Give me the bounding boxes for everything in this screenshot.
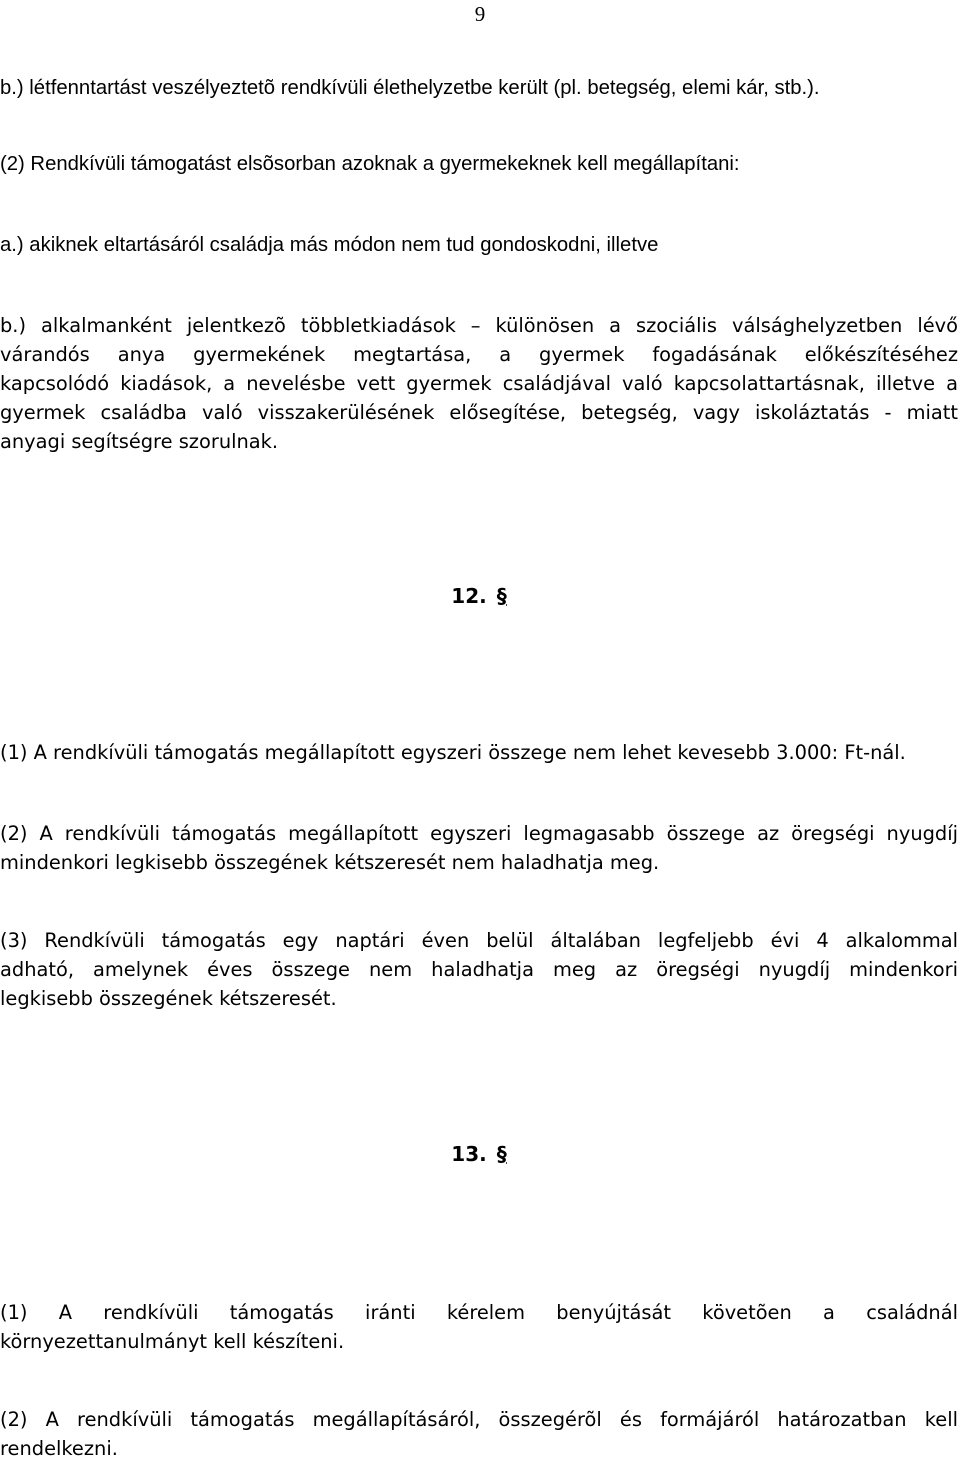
section-12-paragraph-2 bbox=[0, 819, 958, 877]
section-12-heading bbox=[0, 584, 958, 608]
paragraph-line: rendelkezni. bbox=[0, 1437, 118, 1460]
item-b-wellbeing: b.) létfenntartást veszélyeztetõ rendkívüli élethelyzetbe került (pl. betegség, elemi kár, stb.). bbox=[0, 77, 820, 99]
item-b-paragraph bbox=[0, 311, 958, 456]
section-12-paragraph-1 bbox=[0, 738, 958, 767]
paragraph-line: (2) A rendkívüli támogatás megállapított egyszeri legmagasabb összege az öregségi nyugdíj bbox=[0, 822, 958, 845]
paragraph-line: mindenkori legkisebb összegének kétszeresét nem haladhatja meg. bbox=[0, 851, 660, 874]
section-13-paragraph-1 bbox=[0, 1298, 958, 1356]
paragraph-symbol: § bbox=[496, 584, 507, 608]
paragraph-line: legkisebb összegének kétszeresét. bbox=[0, 987, 337, 1010]
item-b-line: anyagi segítségre szorulnak. bbox=[0, 430, 279, 453]
item-b-line: kapcsolódó kiadások, a nevelésbe vett gyermek családjával való kapcsolattartásnak, illetve a bbox=[0, 372, 958, 395]
item-b-line: gyermek családba való visszakerülésének elősegítése, betegség, vagy iskoláztatás - miatt bbox=[0, 401, 958, 424]
section-number: 12. bbox=[451, 584, 487, 608]
item-b-line: b.) alkalmanként jelentkezõ többletkiadások – különösen a szociális válsághelyzetben lévő bbox=[0, 314, 958, 337]
item-b-line: várandós anya gyermekének megtartása, a gyermek fogadásának előkészítéséhez bbox=[0, 343, 958, 366]
paragraph-2-intro: (2) Rendkívüli támogatást elsõsorban azoknak a gyermekeknek kell megállapítani: bbox=[0, 153, 740, 175]
paragraph-line: (3) Rendkívüli támogatás egy naptári éven belül általában legfeljebb évi 4 alkalommal bbox=[0, 929, 958, 952]
paragraph-line: (1) A rendkívüli támogatás megállapított egyszeri összege nem lehet kevesebb 3.000: Ft-nál. bbox=[0, 741, 906, 764]
paragraph-line: (1) A rendkívüli támogatás iránti kérelem benyújtását követõen a családnál bbox=[0, 1301, 958, 1324]
section-13-heading bbox=[0, 1142, 958, 1166]
item-a-support: a.) akiknek eltartásáról családja más módon nem tud gondoskodni, illetve bbox=[0, 234, 659, 256]
section-12-paragraph-3 bbox=[0, 926, 958, 1013]
section-13-paragraph-2 bbox=[0, 1405, 958, 1463]
paragraph-line: (2) A rendkívüli támogatás megállapításáról, összegérõl és formájáról határozatban kell bbox=[0, 1408, 958, 1431]
paragraph-line: környezettanulmányt kell készíteni. bbox=[0, 1330, 345, 1353]
page-number: 9 bbox=[474, 2, 486, 26]
section-number: 13. bbox=[451, 1142, 487, 1166]
paragraph-line: adható, amelynek éves összege nem haladhatja meg az öregségi nyugdíj mindenkori bbox=[0, 958, 958, 981]
paragraph-symbol: § bbox=[496, 1142, 507, 1166]
